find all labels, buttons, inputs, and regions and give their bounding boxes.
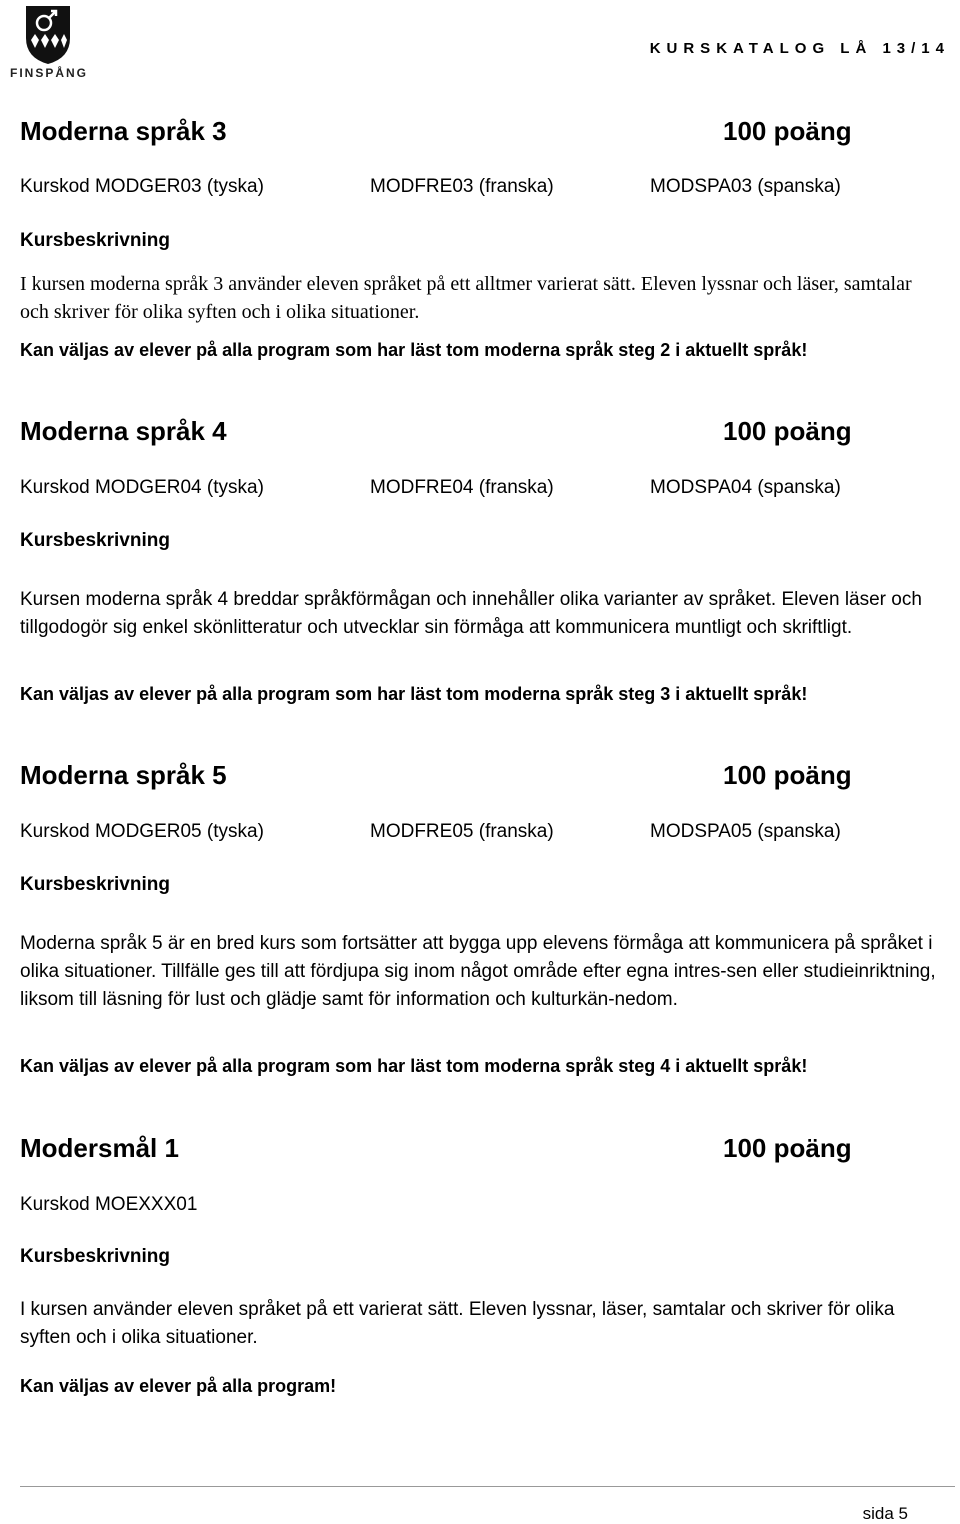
course-code: MODSPA05 (spanska) [650, 821, 841, 842]
eligibility-note: Kan väljas av elever på alla program som har läst tom moderna språk steg 2 i aktuellt språk! [20, 340, 808, 360]
course-points: 100 poäng [723, 1133, 852, 1163]
course-code: MODSPA04 (spanska) [650, 477, 841, 498]
course-code: Kurskod MODGER03 (tyska) [20, 176, 264, 197]
course-code: Kurskod MODGER04 (tyska) [20, 477, 264, 498]
course-description: Moderna språk 5 är en bred kurs som fortsätter att bygga upp elevens förmåga att kommunicera på språket i olika situationer. Tillfälle ges till att fördjupa sig inom något område efter egna intres-sen eller studieinriktning, liksom till läsning för lust och glädje samt för information och kulturkän-nedom. [20, 933, 936, 1010]
course-points: 100 poäng [723, 116, 852, 146]
logo-text: FINSPÅNG [9, 66, 88, 80]
eligibility-note: Kan väljas av elever på alla program som har läst tom moderna språk steg 3 i aktuellt språk! [20, 684, 808, 704]
course-title: Moderna språk 4 [20, 416, 227, 446]
course-description: Kursen moderna språk 4 breddar språkförmågan och innehåller olika varianter av språket. Eleven läser och tillgodogör sig enkel skönlitteratur och utvecklar sin förmåga att kommunicera muntligt och skriftligt. [20, 589, 922, 638]
course-code: MODSPA03 (spanska) [650, 176, 841, 197]
course-title: Moderna språk 5 [20, 760, 227, 790]
page-number: sida 5 [862, 1504, 908, 1523]
eligibility-note: Kan väljas av elever på alla program! [20, 1376, 337, 1396]
course-points: 100 poäng [723, 416, 852, 446]
course-title: Modersmål 1 [20, 1133, 179, 1163]
logo [4, 4, 92, 80]
description-label: Kursbeskrivning [20, 230, 170, 251]
description-label: Kursbeskrivning [20, 530, 170, 551]
course-points: 100 poäng [723, 760, 852, 790]
coat-of-arms-icon [4, 4, 92, 66]
description-label: Kursbeskrivning [20, 1246, 170, 1267]
course-code: MODFRE03 (franska) [370, 176, 554, 197]
course-code: Kurskod MOEXXX01 [20, 1194, 198, 1215]
course-description: I kursen använder eleven språket på ett varierat sätt. Eleven lyssnar, läser, samtalar och skriver för olika syften och i olika situationer. [20, 1299, 895, 1348]
footer-divider [20, 1486, 955, 1487]
course-code: MODFRE04 (franska) [370, 477, 554, 498]
description-label: Kursbeskrivning [20, 874, 170, 895]
course-code: Kurskod MODGER05 (tyska) [20, 821, 264, 842]
eligibility-note: Kan väljas av elever på alla program som har läst tom moderna språk steg 4 i aktuellt språk! [20, 1056, 808, 1076]
course-description: I kursen moderna språk 3 använder eleven språket på ett alltmer varierat sätt. Eleven lyssnar och läser, samtalar och skriver för olika syften och i olika situationer. [20, 273, 912, 323]
course-title: Moderna språk 3 [20, 116, 227, 146]
course-code: MODFRE05 (franska) [370, 821, 554, 842]
header-title: KURSKATALOG LÅ 13/14 [649, 40, 950, 57]
